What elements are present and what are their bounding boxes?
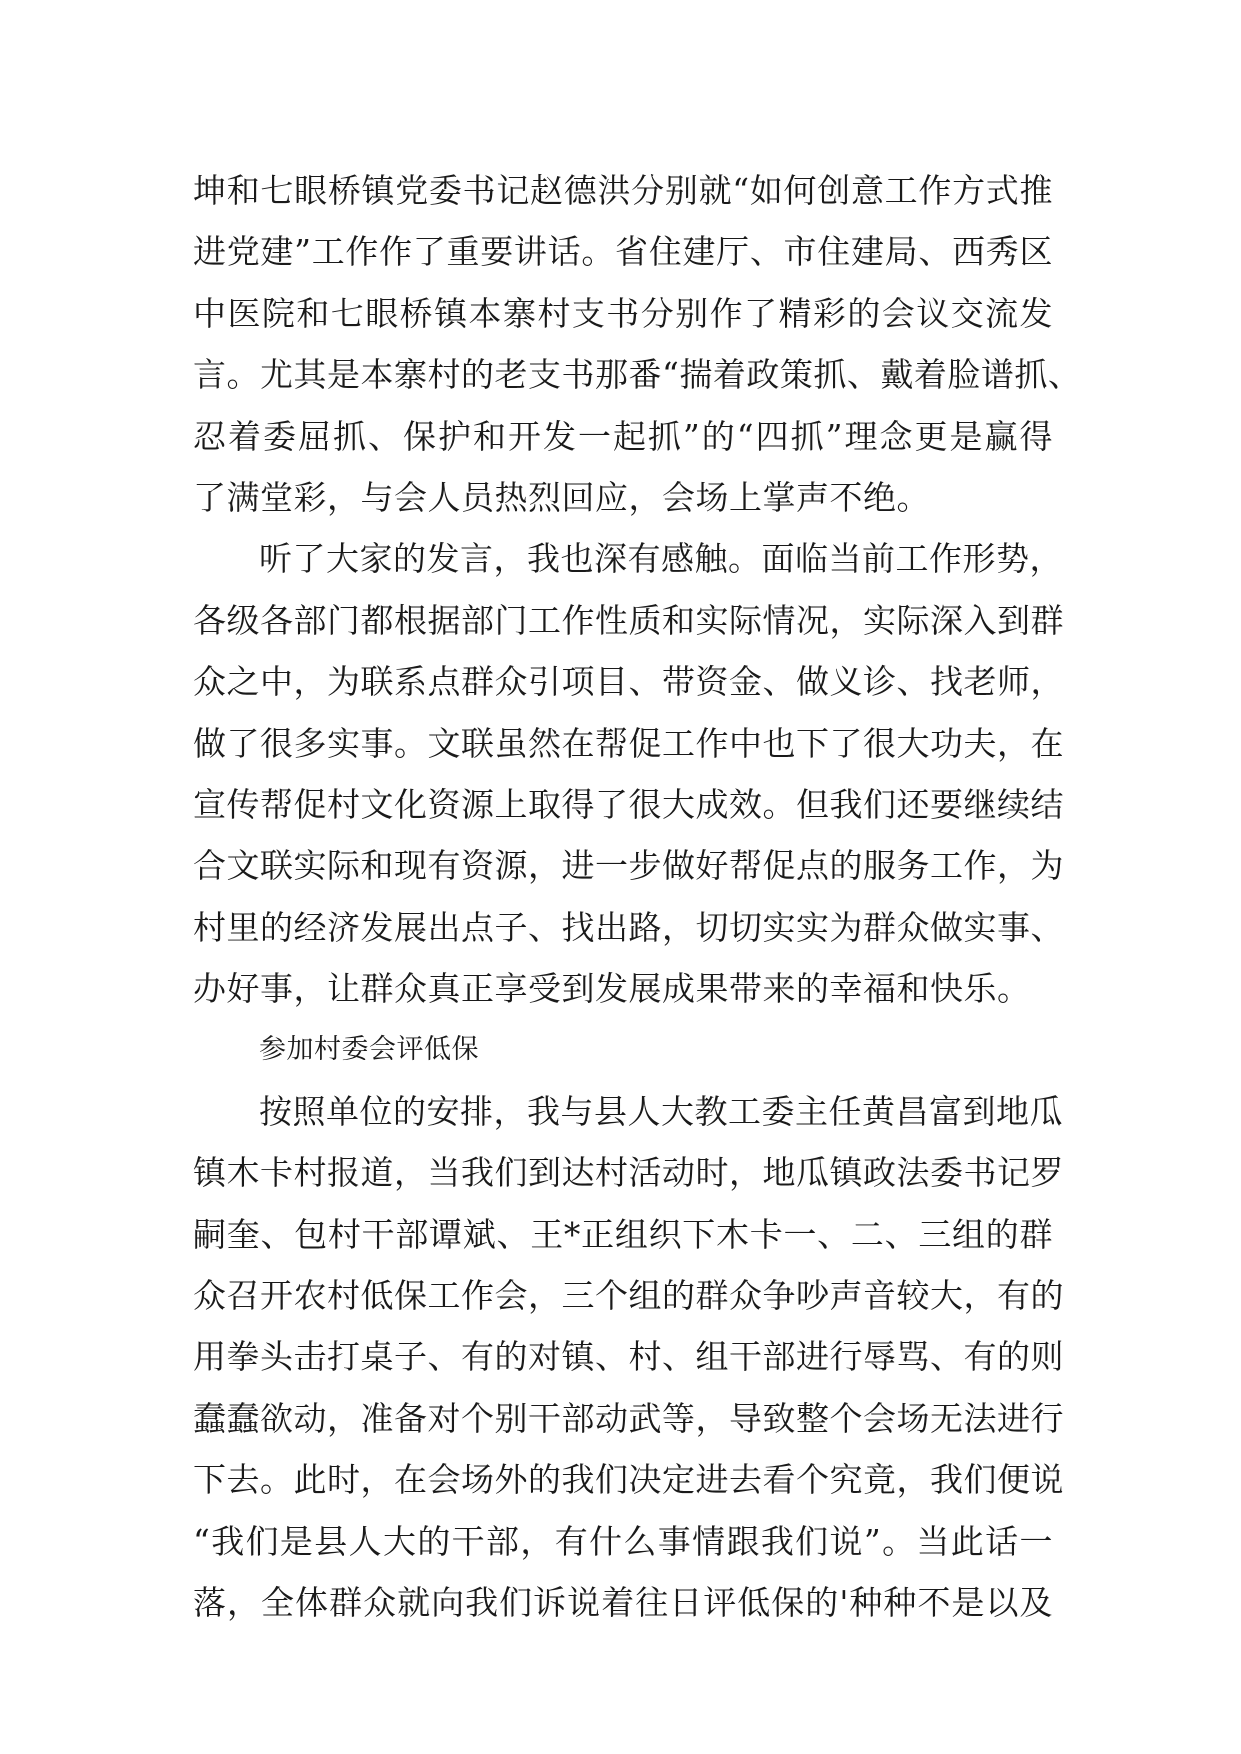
paragraph-line: 落，全体群众就向我们诉说着往日评低保的'种种不是以及	[193, 1582, 1053, 1622]
paragraph-line: 坤和七眼桥镇党委书记赵德洪分别就“如何创意工作方式推	[193, 171, 1053, 210]
paragraph-line: 村里的经济发展出点子、找出路，切切实实为群众做实事、	[193, 907, 1064, 947]
paragraph-line: 宣传帮促村文化资源上取得了很大成效。但我们还要继续结	[193, 784, 1064, 824]
paragraph-line: “我们是县人大的干部，有什么事情跟我们说”。当此话一	[193, 1521, 1053, 1561]
paragraph-line: 众之中，为联系点群众引项目、带资金、做义诊、找老师，	[193, 662, 1064, 702]
paragraph-line: 听了大家的发言，我也深有感触。面临当前工作形势，	[259, 539, 1063, 579]
paragraph-line: 忍着委屈抓、保护和开发一起抓”的“四抓”理念更是赢得	[193, 416, 1053, 456]
paragraph-line: 言。尤其是本寨村的老支书那番“揣着政策抓、戴着脸谱抓、	[193, 355, 1082, 395]
paragraph-line: 进党建”工作作了重要讲话。省住建厅、市住建局、西秀区	[193, 232, 1053, 272]
paragraph-line: 嗣奎、包村干部谭斌、王*正组织下木卡一、二、三组的群	[193, 1214, 1053, 1254]
paragraph-line: 众召开农村低保工作会，三个组的群众争吵声音较大，有的	[193, 1276, 1064, 1316]
document-body	[193, 160, 1082, 1633]
paragraph-line: 做了很多实事。文联虽然在帮促工作中也下了很大功夫，在	[193, 723, 1064, 763]
section-heading: 参加村委会评低保	[259, 1034, 479, 1066]
paragraph-line: 用拳头击打桌子、有的对镇、村、组干部进行辱骂、有的则	[193, 1337, 1064, 1377]
paragraph-line: 各级各部门都根据部门工作性质和实际情况，实际深入到群	[193, 600, 1064, 640]
paragraph-line: 按照单位的安排，我与县人大教工委主任黄昌富到地瓜	[259, 1091, 1063, 1131]
paragraph-line: 蠢蠢欲动，准备对个别干部动武等，导致整个会场无法进行	[193, 1398, 1064, 1438]
paragraph-line: 下去。此时，在会场外的我们决定进去看个究竟，我们便说	[193, 1460, 1064, 1500]
paragraph-line: 了满堂彩，与会人员热烈回应，会场上掌声不绝。	[193, 477, 930, 517]
paragraph-line: 中医院和七眼桥镇本寨村支书分别作了精彩的会议交流发	[193, 293, 1053, 333]
paragraph-line: 镇木卡村报道，当我们到达村活动时，地瓜镇政法委书记罗	[193, 1153, 1064, 1193]
paragraph-line: 办好事，让群众真正享受到发展成果带来的幸福和快乐。	[193, 969, 1031, 1009]
paragraph-line: 合文联实际和现有资源，进一步做好帮促点的服务工作，为	[193, 846, 1064, 886]
